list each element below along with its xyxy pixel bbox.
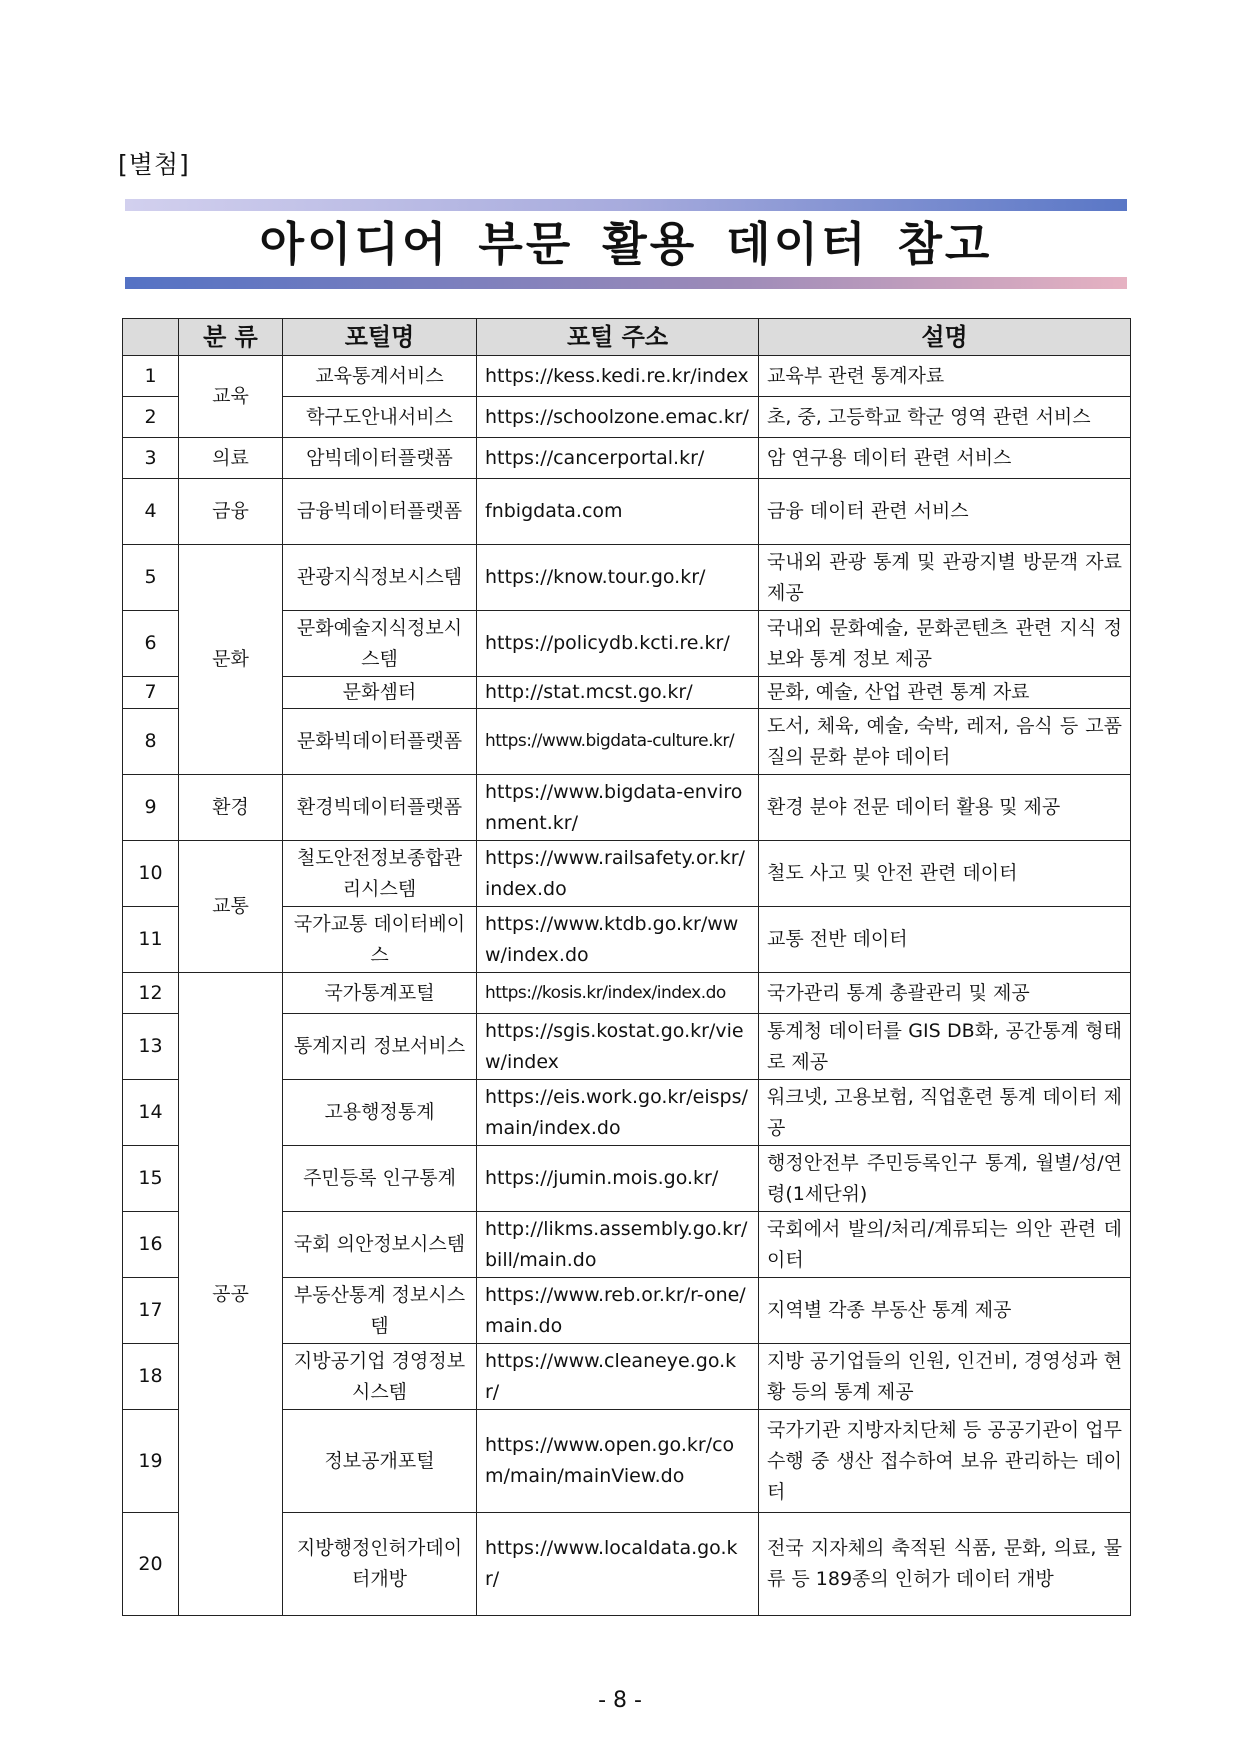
portal-name: 학구도안내서비스	[283, 397, 477, 438]
portal-name: 부동산통계 정보시스템	[283, 1278, 477, 1344]
row-number: 4	[123, 479, 179, 545]
row-number: 7	[123, 677, 179, 709]
table-row	[123, 438, 1131, 479]
header-portal: 포털명	[283, 319, 477, 356]
row-number: 8	[123, 709, 179, 775]
portal-name: 교육통계서비스	[283, 356, 477, 397]
description: 워크넷, 고용보험, 직업훈련 통계 데이터 제공	[759, 1080, 1131, 1146]
row-number: 11	[123, 907, 179, 973]
page-title: 아이디어 부문 활용 데이터 참고	[259, 217, 993, 271]
portal-url: https://kess.kedi.re.kr/index	[477, 356, 759, 397]
row-number: 20	[123, 1513, 179, 1616]
row-number: 13	[123, 1014, 179, 1080]
description: 도서, 체육, 예술, 숙박, 레저, 음식 등 고품질의 문화 분야 데이터	[759, 709, 1131, 775]
row-number: 9	[123, 775, 179, 841]
portal-name: 국회 의안정보시스템	[283, 1212, 477, 1278]
portal-name: 국가교통 데이터베이스	[283, 907, 477, 973]
portal-url: https://www.railsafety.or.kr/index.do	[477, 841, 759, 907]
row-number: 6	[123, 611, 179, 677]
table-header-row	[123, 319, 1131, 356]
portal-url: https://www.localdata.go.kr/	[477, 1513, 759, 1616]
description: 전국 지자체의 축적된 식품, 문화, 의료, 물류 등 189종의 인허가 데이터 개방	[759, 1513, 1131, 1616]
portal-name: 환경빅데이터플랫폼	[283, 775, 477, 841]
table-row	[123, 841, 1131, 907]
row-number: 15	[123, 1146, 179, 1212]
portal-name: 지방공기업 경영정보시스템	[283, 1344, 477, 1410]
table-row	[123, 775, 1131, 841]
description: 철도 사고 및 안전 관련 데이터	[759, 841, 1131, 907]
portal-name: 암빅데이터플랫폼	[283, 438, 477, 479]
portal-url: https://cancerportal.kr/	[477, 438, 759, 479]
table-row	[123, 479, 1131, 545]
portal-url: https://jumin.mois.go.kr/	[477, 1146, 759, 1212]
portal-name: 문화빅데이터플랫폼	[283, 709, 477, 775]
portal-url: https://www.reb.or.kr/r-one/main.do	[477, 1278, 759, 1344]
portal-url: http://likms.assembly.go.kr/bill/main.do	[477, 1212, 759, 1278]
portal-url: https://sgis.kostat.go.kr/view/index	[477, 1014, 759, 1080]
category-cell: 공공	[179, 973, 283, 1616]
page-number: - 8 -	[598, 1688, 642, 1713]
description: 교통 전반 데이터	[759, 907, 1131, 973]
row-number: 3	[123, 438, 179, 479]
description: 통계청 데이터를 GIS DB화, 공간통계 형태로 제공	[759, 1014, 1131, 1080]
row-number: 16	[123, 1212, 179, 1278]
portal-url: https://www.bigdata-culture.kr/	[477, 709, 759, 775]
portal-url: https://kosis.kr/index/index.do	[477, 973, 759, 1014]
category-cell: 환경	[179, 775, 283, 841]
table-row	[123, 356, 1131, 397]
table-row	[123, 973, 1131, 1014]
row-number: 1	[123, 356, 179, 397]
description: 초, 중, 고등학교 학군 영역 관련 서비스	[759, 397, 1131, 438]
portal-url: https://www.ktdb.go.kr/www/index.do	[477, 907, 759, 973]
header-no	[123, 319, 179, 356]
description: 국가기관 지방자치단체 등 공공기관이 업무 수행 중 생산 접수하여 보유 관리하는 데이터	[759, 1410, 1131, 1513]
portal-url: https://policydb.kcti.re.kr/	[477, 611, 759, 677]
row-number: 18	[123, 1344, 179, 1410]
title-bar-top	[125, 199, 1127, 211]
table-row	[123, 545, 1131, 611]
row-number: 2	[123, 397, 179, 438]
category-cell: 의료	[179, 438, 283, 479]
portal-name: 고용행정통계	[283, 1080, 477, 1146]
description: 교육부 관련 통계자료	[759, 356, 1131, 397]
portal-name: 지방행정인허가데이터개방	[283, 1513, 477, 1616]
portal-url: fnbigdata.com	[477, 479, 759, 545]
title-bar-bottom	[125, 277, 1127, 289]
description: 금융 데이터 관련 서비스	[759, 479, 1131, 545]
description: 암 연구용 데이터 관련 서비스	[759, 438, 1131, 479]
row-number: 12	[123, 973, 179, 1014]
portal-url: https://know.tour.go.kr/	[477, 545, 759, 611]
portal-name: 정보공개포털	[283, 1410, 477, 1513]
portal-name: 관광지식정보시스템	[283, 545, 477, 611]
portal-name: 철도안전정보종합관리시스템	[283, 841, 477, 907]
category-cell: 문화	[179, 545, 283, 775]
header-category: 분 류	[179, 319, 283, 356]
portal-url: http://stat.mcst.go.kr/	[477, 677, 759, 709]
portal-name: 통계지리 정보서비스	[283, 1014, 477, 1080]
description: 국회에서 발의/처리/계류되는 의안 관련 데이터	[759, 1212, 1131, 1278]
row-number: 19	[123, 1410, 179, 1513]
row-number: 14	[123, 1080, 179, 1146]
description: 환경 분야 전문 데이터 활용 및 제공	[759, 775, 1131, 841]
row-number: 10	[123, 841, 179, 907]
row-number: 5	[123, 545, 179, 611]
row-number: 17	[123, 1278, 179, 1344]
description: 행정안전부 주민등록인구 통계, 월별/성/연령(1세단위)	[759, 1146, 1131, 1212]
portal-name: 금융빅데이터플랫폼	[283, 479, 477, 545]
description: 지역별 각종 부동산 통계 제공	[759, 1278, 1131, 1344]
portal-name: 국가통계포털	[283, 973, 477, 1014]
portal-url: https://www.bigdata-environment.kr/	[477, 775, 759, 841]
portal-url: https://www.cleaneye.go.kr/	[477, 1344, 759, 1410]
portal-name: 문화셈터	[283, 677, 477, 709]
header-url: 포털 주소	[477, 319, 759, 356]
category-cell: 교육	[179, 356, 283, 438]
category-cell: 금융	[179, 479, 283, 545]
portal-url: https://www.open.go.kr/com/main/mainView.do	[477, 1410, 759, 1513]
data-portal-table	[122, 318, 1131, 1616]
header-description: 설명	[759, 319, 1131, 356]
description: 국가관리 통계 총괄관리 및 제공	[759, 973, 1131, 1014]
description: 국내외 문화예술, 문화콘텐츠 관련 지식 정보와 통계 정보 제공	[759, 611, 1131, 677]
portal-name: 문화예술지식정보시스템	[283, 611, 477, 677]
description: 국내외 관광 통계 및 관광지별 방문객 자료 제공	[759, 545, 1131, 611]
category-cell: 교통	[179, 841, 283, 973]
description: 문화, 예술, 산업 관련 통계 자료	[759, 677, 1131, 709]
portal-url: https://eis.work.go.kr/eisps/main/index.do	[477, 1080, 759, 1146]
portal-name: 주민등록 인구통계	[283, 1146, 477, 1212]
portal-url: https://schoolzone.emac.kr/	[477, 397, 759, 438]
attachment-label: [별첨]	[118, 150, 190, 179]
description: 지방 공기업들의 인원, 인건비, 경영성과 현황 등의 통계 제공	[759, 1344, 1131, 1410]
